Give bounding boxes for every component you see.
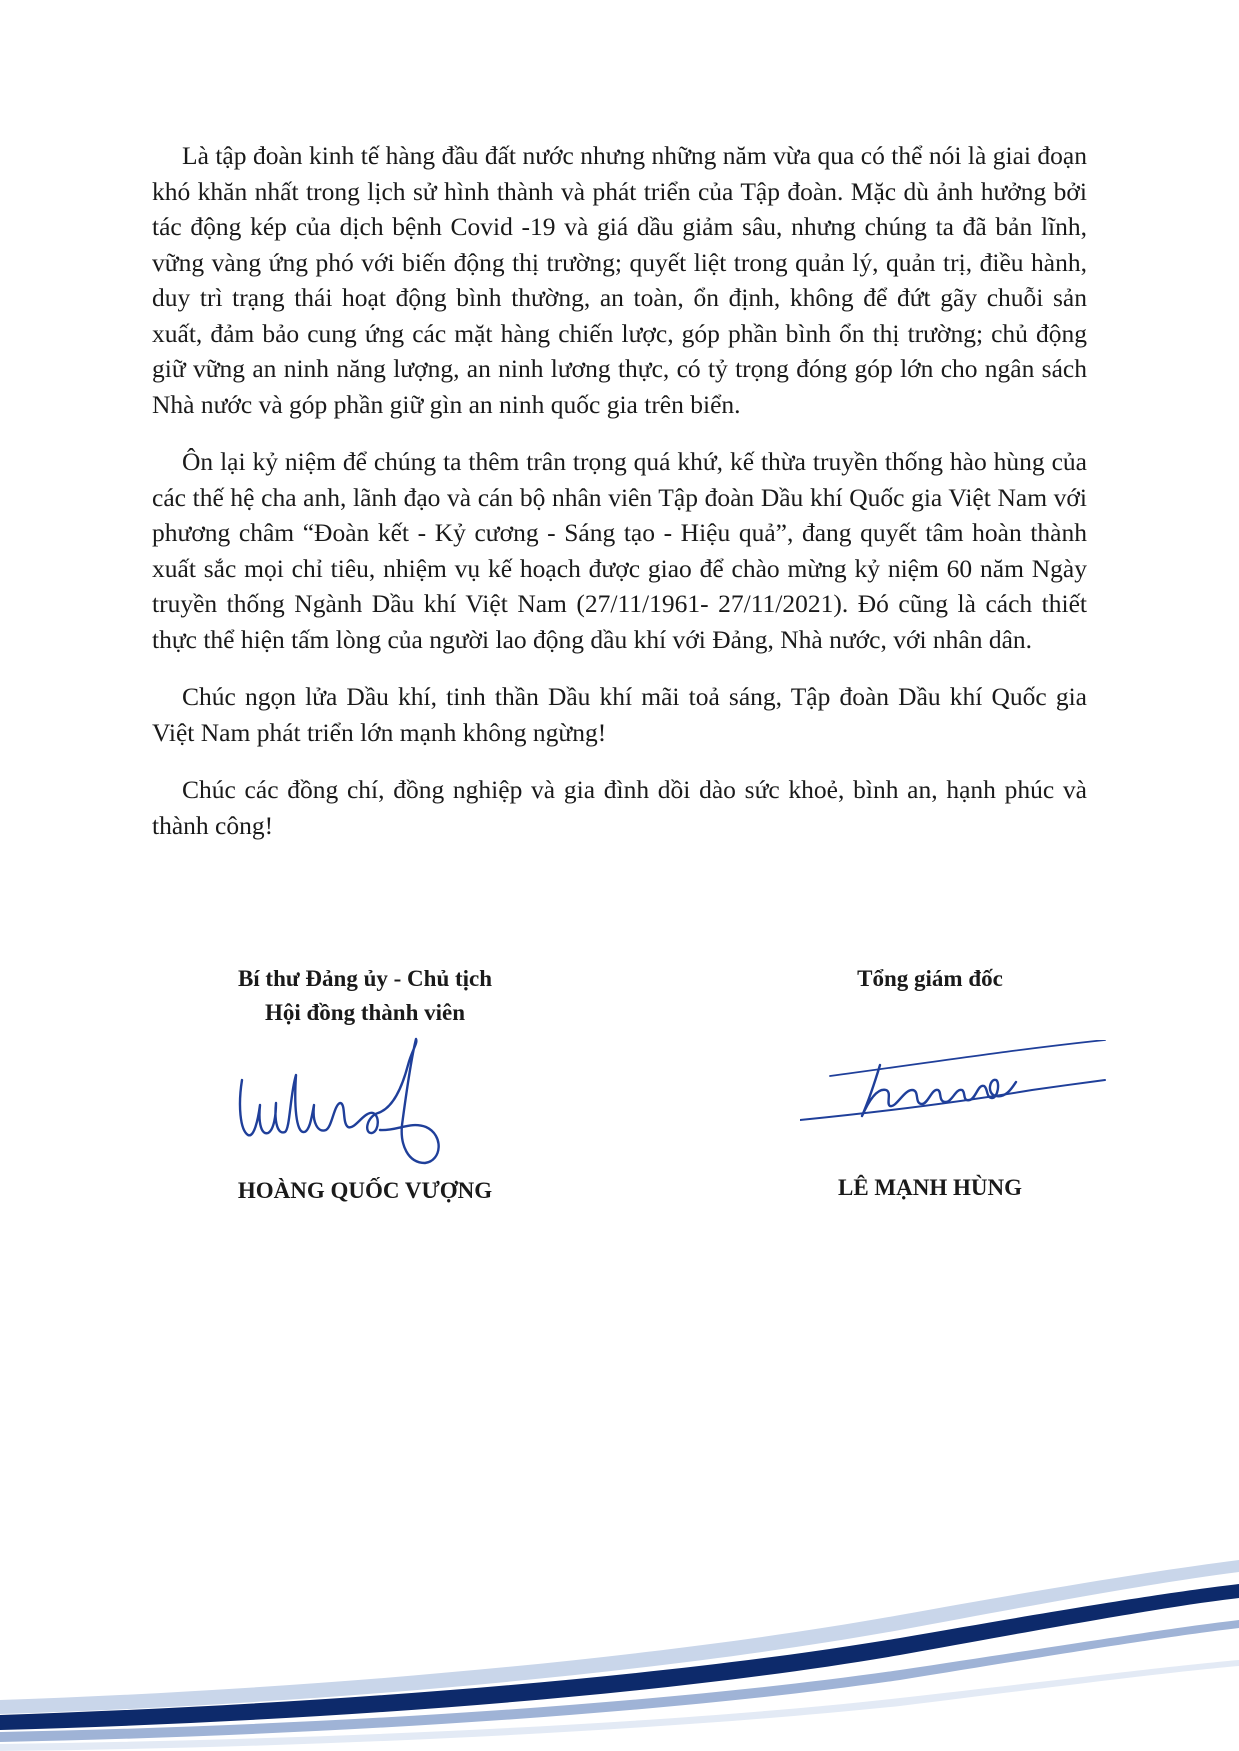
right-signatory-title [740, 962, 1120, 996]
paragraph-3: Chúc ngọn lửa Dầu khí, tinh thần Dầu khí mãi toả sáng, Tập đoàn Dầu khí Quốc gia Việt Nam phát triển lớn mạnh không ngừng! [152, 682, 1087, 747]
left-title-line2: Hội đồng thành viên [264, 1000, 466, 1025]
letter-body [152, 138, 1087, 843]
paragraph-2: Ôn lại kỷ niệm để chúng ta thêm trân trọng quá khứ, kế thừa truyền thống hào hùng của các thế hệ cha anh, lãnh đạo và cán bộ nhân viên Tập đoàn Dầu khí Quốc gia Việt Nam với phương châm “Đoàn kết - Kỷ cương - Sáng tạo - Hiệu quả”, đang quyết tâm hoàn thành xuất sắc mọi chỉ tiêu, nhiệm vụ kế hoạch được giao để chào mừng kỷ niệm 60 năm Ngày truyền thống Ngành Dầu khí Việt Nam (27/11/1961- 27/11/2021). Đó cũng là cách thiết thực thể hiện tấm lòng của người lao động dầu khí với Đảng, Nhà nước, với nhân dân. [152, 447, 1087, 654]
left-signatory-name: HOÀNG QUỐC VƯỢNG [237, 1178, 493, 1203]
right-signatory-name: LÊ MẠNH HÙNG [838, 1175, 1022, 1200]
left-title-line1: Bí thư Đảng ủy - Chủ tịch [237, 966, 493, 991]
left-signatory-title [180, 962, 550, 1030]
decorative-wave-footer [0, 1500, 1239, 1751]
paragraph-4: Chúc các đồng chí, đồng nghiệp và gia đình dồi dào sức khoẻ, bình an, hạnh phúc và thành công! [152, 775, 1087, 840]
left-handwritten-signature [230, 1035, 480, 1170]
right-title-line1: Tổng giám đốc [857, 966, 1003, 991]
right-handwritten-signature [800, 1040, 1120, 1150]
paragraph-1: Là tập đoàn kinh tế hàng đầu đất nước nhưng những năm vừa qua có thể nói là giai đoạn khó khăn nhất trong lịch sử hình thành và phát triển của Tập đoàn. Mặc dù ảnh hưởng bởi tác động kép của dịch bệnh Covid -19 và giá dầu giảm sâu, nhưng chúng ta đã bản lĩnh, vững vàng ứng phó với biến động thị trường; quyết liệt trong quản lý, quản trị, điều hành, duy trì trạng thái hoạt động bình thường, an toàn, ổn định, không để đứt gãy chuỗi sản xuất, đảm bảo cung ứng các mặt hàng chiến lược, góp phần bình ổn thị trường; chủ động giữ vững an ninh năng lượng, an ninh lương thực, có tỷ trọng đóng góp lớn cho ngân sách Nhà nước và góp phần giữ gìn an ninh quốc gia trên biển. [152, 141, 1087, 419]
